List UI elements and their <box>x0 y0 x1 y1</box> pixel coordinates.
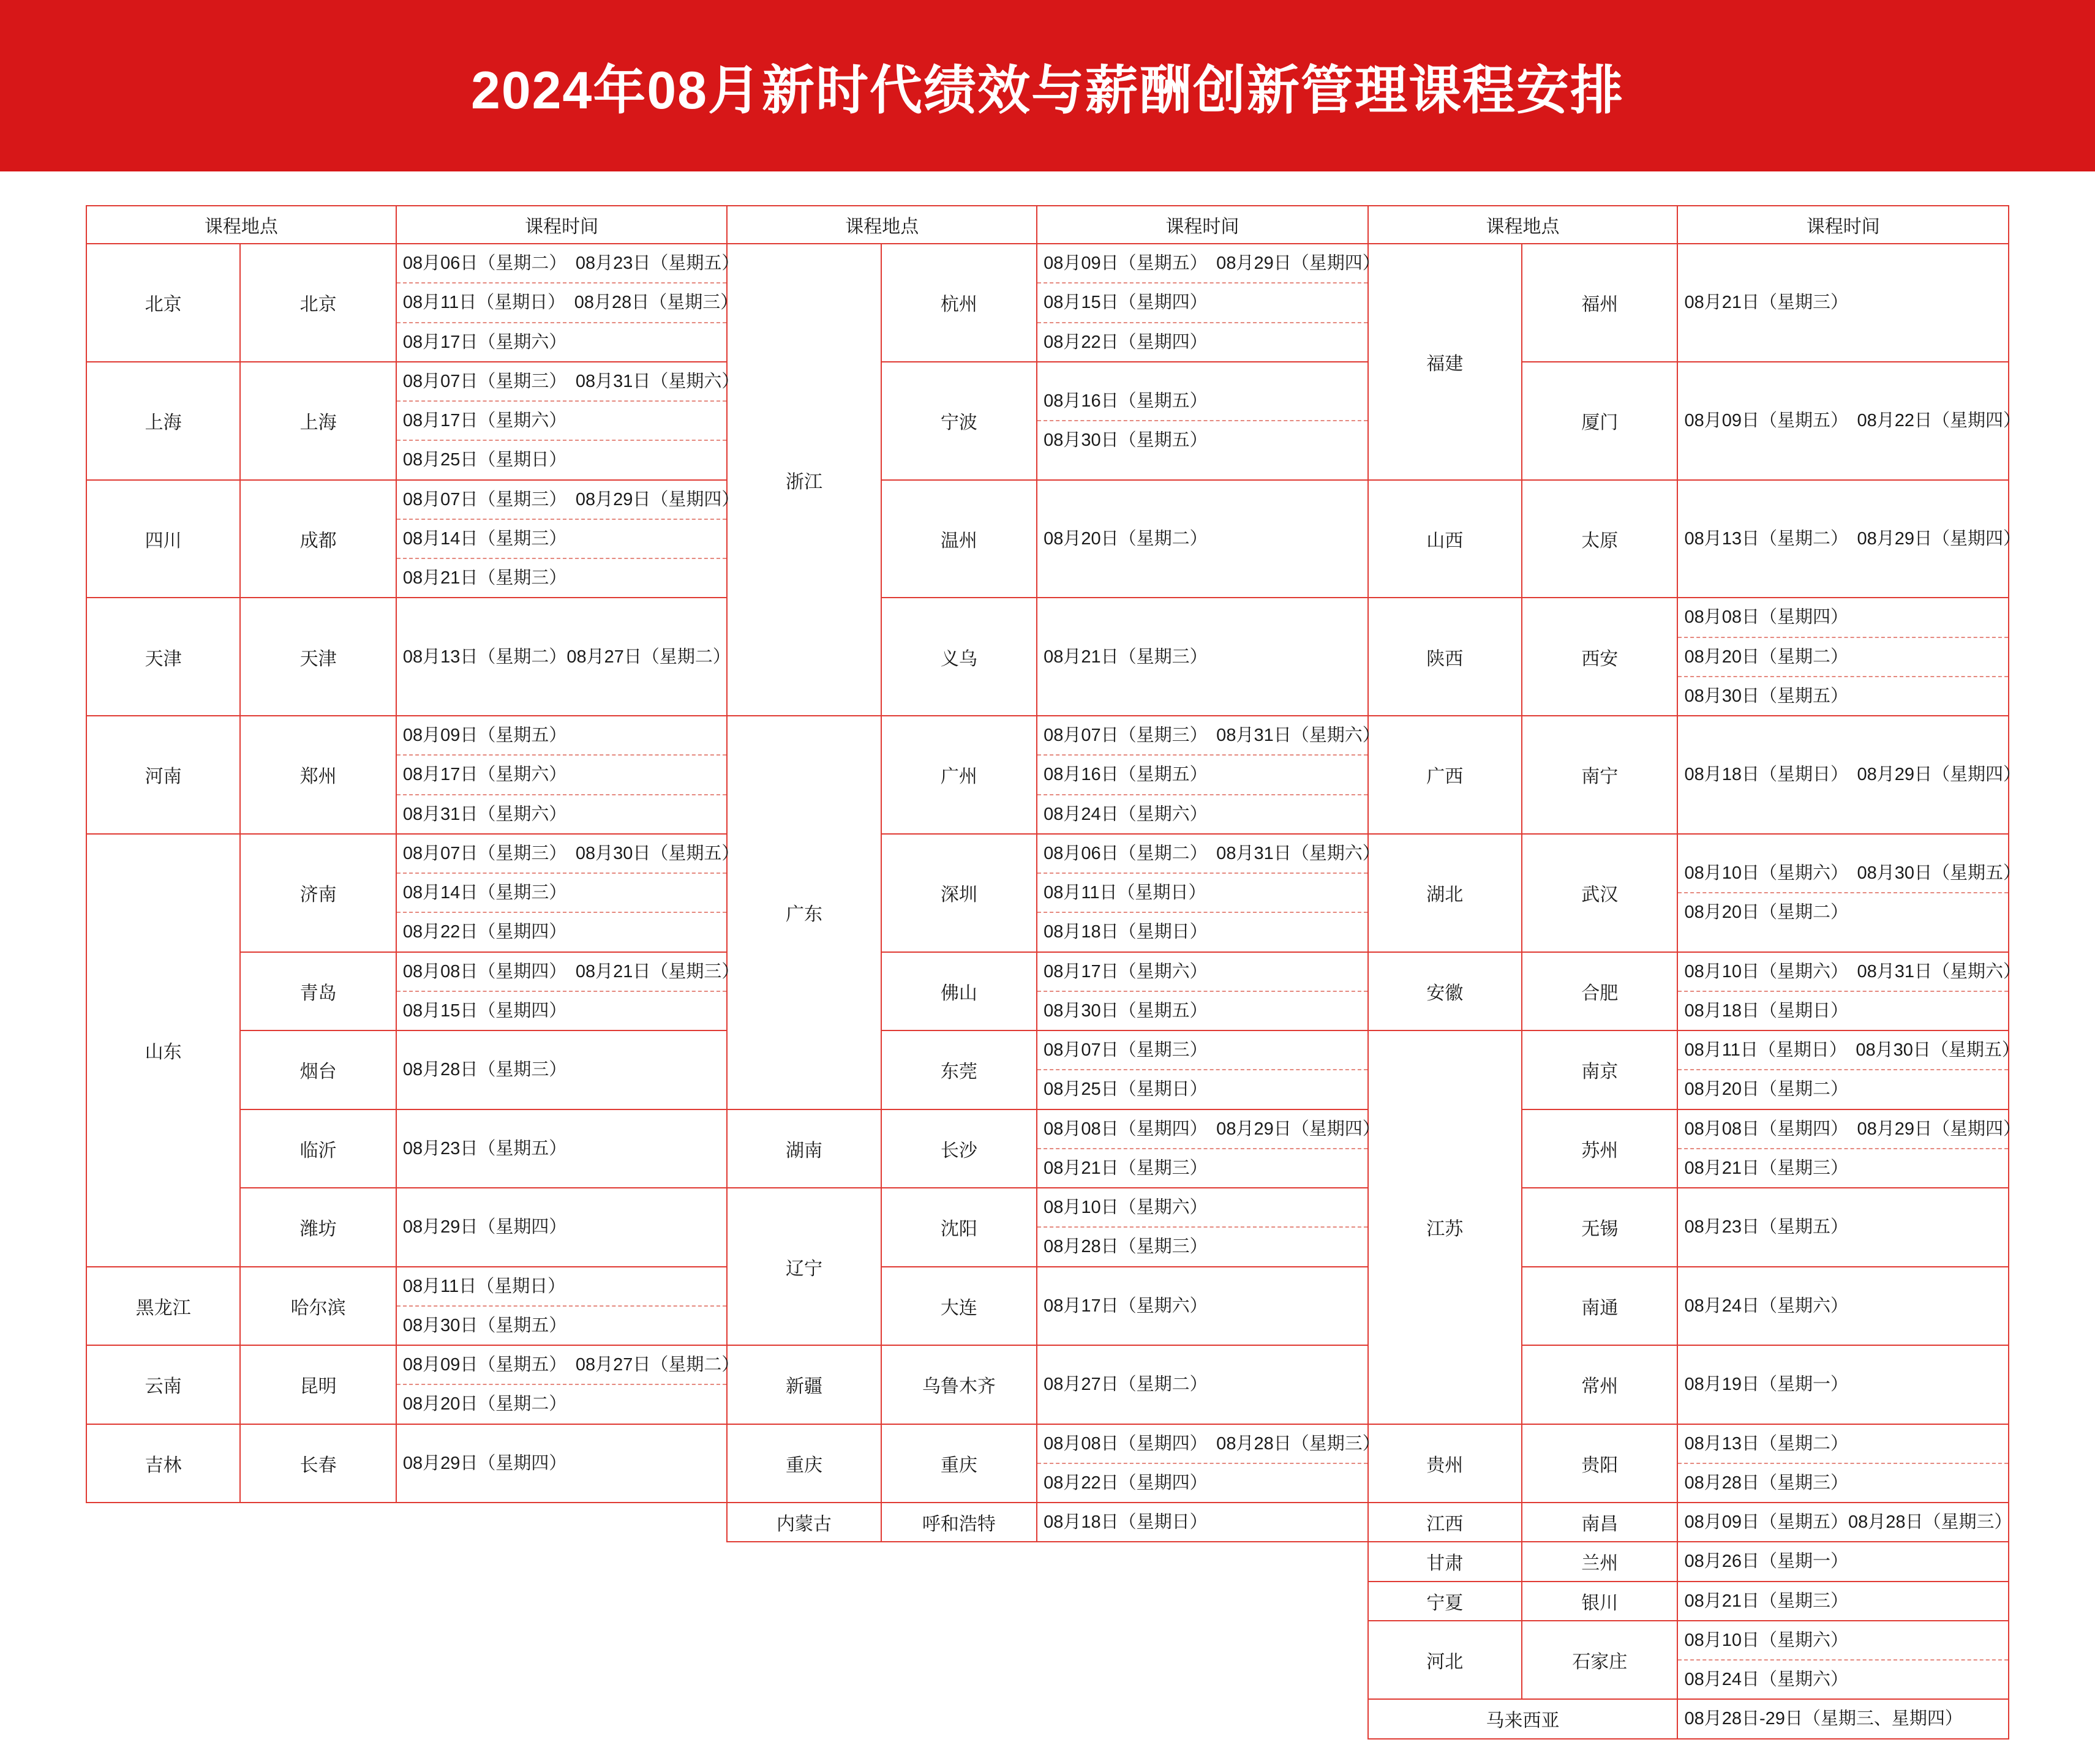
course-time-entry: 08月20日（星期二） <box>1678 638 2008 677</box>
course-time-entry: 08月17日（星期六） <box>402 332 567 352</box>
header-location-1: 课程地点 <box>86 206 396 244</box>
course-time-cell <box>396 834 740 952</box>
course-time-entry: 08月18日（星期日） <box>1044 1512 1208 1532</box>
course-time-cell <box>396 598 731 716</box>
city-cell: 兰州 <box>1522 1542 1678 1581</box>
course-time-cell <box>1037 1188 1367 1267</box>
course-time-entry: 08月30日（星期五） <box>1684 686 1848 706</box>
course-time-entry: 08月09日（星期五）08月28日（星期三） <box>1684 1512 2012 1532</box>
course-time-entry: 08月11日（星期日） <box>397 1267 726 1307</box>
course-time-cell <box>1677 1109 2022 1188</box>
province-cell: 福建 <box>1368 244 1522 480</box>
course-time-cell <box>1037 716 1380 834</box>
province-cell: 北京 <box>86 244 240 362</box>
province-cell: 安徽 <box>1368 952 1522 1031</box>
course-time-cell <box>1677 480 2022 598</box>
province-cell: 江苏 <box>1368 1030 1522 1424</box>
course-time-entry: 08月11日（星期日） 08月30日（星期五） <box>1678 1031 2008 1070</box>
city-cell: 苏州 <box>1522 1109 1678 1188</box>
course-time-cell <box>396 716 727 834</box>
course-time-entry: 08月20日（星期二） <box>1684 1079 1848 1100</box>
city-cell: 深圳 <box>881 834 1037 952</box>
city-cell: 厦门 <box>1522 362 1678 480</box>
course-time-entry: 08月21日（星期三） <box>1684 1591 1848 1611</box>
course-time-cell <box>396 1345 740 1424</box>
city-cell: 哈尔滨 <box>240 1267 396 1346</box>
course-time-entry: 08月30日（星期五） <box>1044 1000 1208 1021</box>
province-cell: 甘肃 <box>1368 1542 1522 1581</box>
course-time-entry: 08月13日（星期二） 08月29日（星期四） <box>1684 528 2022 549</box>
province-cell: 马来西亚 <box>1368 1699 1678 1738</box>
city-cell: 临沂 <box>240 1109 396 1188</box>
empty-cell <box>86 1542 727 1581</box>
course-time-cell <box>396 480 740 598</box>
course-time-cell <box>396 1424 727 1503</box>
city-cell: 沈阳 <box>881 1188 1037 1267</box>
course-time-entry: 08月14日（星期三） <box>397 874 726 913</box>
course-time-entry: 08月08日（星期四） 08月29日（星期四） <box>1037 1110 1367 1149</box>
city-cell: 南昌 <box>1522 1503 1678 1542</box>
course-time-cell <box>396 244 740 362</box>
course-time-entry: 08月08日（星期四） <box>1678 598 2008 637</box>
course-time-cell <box>1677 1267 2009 1346</box>
course-time-entry: 08月10日（星期六） <box>1037 1188 1367 1228</box>
course-time-cell <box>1677 362 2022 480</box>
course-time-entry: 08月29日（星期四） <box>402 1217 567 1237</box>
city-cell: 大连 <box>881 1267 1037 1346</box>
province-cell: 宁夏 <box>1368 1582 1522 1621</box>
city-cell: 呼和浩特 <box>881 1503 1037 1542</box>
table-row <box>86 1030 2009 1109</box>
table-row <box>86 1109 2009 1188</box>
province-cell: 云南 <box>86 1345 240 1424</box>
course-time-entry: 08月11日（星期日） 08月28日（星期三） <box>397 283 726 323</box>
course-time-entry: 08月18日（星期日） <box>1044 922 1208 942</box>
province-cell: 浙江 <box>727 244 881 716</box>
course-time-entry: 08月22日（星期四） <box>1044 1473 1208 1493</box>
table-row <box>86 1267 2009 1346</box>
course-time-entry: 08月25日（星期日） <box>402 450 567 470</box>
course-time-cell <box>1677 1582 2009 1621</box>
empty-cell <box>86 1582 727 1621</box>
header-row <box>86 206 2009 244</box>
course-time-cell <box>396 362 740 480</box>
course-time-cell <box>1037 362 1367 480</box>
city-cell: 南通 <box>1522 1267 1678 1346</box>
city-cell: 青岛 <box>240 952 396 1031</box>
header-time-1: 课程时间 <box>396 206 727 244</box>
header-location-2: 课程地点 <box>727 206 1037 244</box>
table-row <box>86 1503 2009 1542</box>
course-time-entry: 08月21日（星期三） <box>1684 1158 1848 1178</box>
empty-cell <box>727 1621 1367 1700</box>
course-time-entry: 08月23日（星期五） <box>1684 1217 1848 1237</box>
city-cell: 郑州 <box>240 716 396 834</box>
course-time-entry: 08月28日（星期三） <box>1684 1473 1848 1493</box>
course-time-entry: 08月28日（星期三） <box>1044 1237 1208 1257</box>
course-time-cell <box>396 1109 727 1188</box>
course-time-cell <box>396 952 740 1031</box>
header-location-3: 课程地点 <box>1368 206 1678 244</box>
course-time-cell <box>1037 1030 1367 1109</box>
course-time-entry: 08月28日-29日（星期三、星期四） <box>1684 1709 1963 1729</box>
city-cell: 济南 <box>240 834 396 952</box>
course-time-entry: 08月28日（星期三） <box>402 1060 567 1080</box>
table-row <box>86 952 2009 1031</box>
schedule-table-wrap <box>0 171 2095 1764</box>
course-time-entry: 08月06日（星期二） 08月23日（星期五） <box>397 244 726 283</box>
course-time-entry: 08月17日（星期六） <box>1037 953 1367 992</box>
city-cell: 北京 <box>240 244 396 362</box>
city-cell: 杭州 <box>881 244 1037 362</box>
province-cell: 广西 <box>1368 716 1522 834</box>
course-time-entry: 08月09日（星期五） 08月22日（星期四） <box>1684 411 2022 430</box>
course-time-entry: 08月19日（星期一） <box>1684 1375 1848 1395</box>
course-time-entry: 08月06日（星期二） 08月31日（星期六） <box>1037 835 1367 874</box>
course-time-entry: 08月14日（星期三） <box>397 520 726 559</box>
course-time-cell <box>1037 1345 1367 1424</box>
city-cell: 贵阳 <box>1522 1424 1678 1503</box>
city-cell: 长沙 <box>881 1109 1037 1188</box>
header-time-2: 课程时间 <box>1037 206 1367 244</box>
course-time-cell <box>396 1030 727 1109</box>
course-time-entry: 08月16日（星期五） <box>1037 382 1367 421</box>
city-cell: 宁波 <box>881 362 1037 480</box>
city-cell: 常州 <box>1522 1345 1678 1424</box>
city-cell: 广州 <box>881 716 1037 834</box>
province-cell: 贵州 <box>1368 1424 1522 1503</box>
course-time-cell <box>1037 1424 1380 1503</box>
empty-cell <box>86 1699 727 1738</box>
province-cell: 辽宁 <box>727 1188 881 1345</box>
province-cell: 重庆 <box>727 1424 881 1503</box>
province-cell: 山东 <box>86 834 240 1267</box>
province-cell: 黑龙江 <box>86 1267 240 1346</box>
city-cell: 银川 <box>1522 1582 1678 1621</box>
table-row <box>86 362 2009 480</box>
course-time-cell <box>396 1188 727 1267</box>
province-cell: 广东 <box>727 716 881 1109</box>
course-time-entry: 08月07日（星期三） 08月31日（星期六） <box>397 362 726 402</box>
empty-cell <box>727 1582 1367 1621</box>
course-time-entry: 08月20日（星期二） <box>402 1394 567 1414</box>
province-cell: 吉林 <box>86 1424 240 1503</box>
course-time-entry: 08月18日（星期日） 08月29日（星期四） <box>1684 765 2022 785</box>
city-cell: 长春 <box>240 1424 396 1503</box>
city-cell: 石家庄 <box>1522 1621 1678 1700</box>
course-time-entry: 08月11日（星期日） <box>1037 874 1367 913</box>
city-cell: 烟台 <box>240 1030 396 1109</box>
table-row <box>86 1699 2009 1738</box>
city-cell: 温州 <box>881 480 1037 598</box>
table-row <box>86 1582 2009 1621</box>
city-cell: 天津 <box>240 598 396 716</box>
course-time-cell <box>1037 952 1367 1031</box>
course-time-entry: 08月31日（星期六） <box>402 804 567 824</box>
table-row <box>86 1188 2009 1267</box>
course-time-entry: 08月24日（星期六） <box>1044 804 1208 824</box>
course-time-entry: 08月07日（星期三） 08月30日（星期五） <box>397 835 726 874</box>
course-time-entry: 08月24日（星期六） <box>1684 1296 1848 1316</box>
city-cell: 福州 <box>1522 244 1678 362</box>
province-cell: 湖北 <box>1368 834 1522 952</box>
table-header <box>86 206 2009 244</box>
city-cell: 武汉 <box>1522 834 1678 952</box>
city-cell: 昆明 <box>240 1345 396 1424</box>
course-time-entry: 08月07日（星期三） <box>1037 1031 1367 1070</box>
table-row <box>86 480 2009 598</box>
course-time-entry: 08月22日（星期四） <box>1044 332 1208 352</box>
province-cell: 山西 <box>1368 480 1522 598</box>
table-row <box>86 834 2009 952</box>
empty-cell <box>86 1621 727 1700</box>
course-time-entry: 08月21日（星期三） <box>1044 647 1208 667</box>
city-cell: 乌鲁木齐 <box>881 1345 1037 1424</box>
province-cell: 湖南 <box>727 1109 881 1188</box>
course-time-entry: 08月30日（星期五） <box>1044 430 1208 451</box>
course-time-entry: 08月20日（星期二） <box>1044 528 1208 549</box>
city-cell: 佛山 <box>881 952 1037 1031</box>
course-time-entry: 08月08日（星期四） 08月28日（星期三） <box>1037 1425 1367 1464</box>
province-cell: 河北 <box>1368 1621 1522 1700</box>
province-cell: 江西 <box>1368 1503 1522 1542</box>
province-cell: 天津 <box>86 598 240 716</box>
course-time-cell <box>396 1267 727 1346</box>
course-time-entry: 08月17日（星期六） <box>397 756 726 795</box>
course-time-entry: 08月09日（星期五） 08月29日（星期四） <box>1037 244 1367 283</box>
course-time-entry: 08月10日（星期六） <box>1678 1621 2008 1661</box>
course-time-entry: 08月09日（星期五） <box>397 716 726 756</box>
course-time-cell <box>1677 1188 2009 1267</box>
city-cell: 西安 <box>1522 598 1678 716</box>
course-time-entry: 08月21日（星期三） <box>402 568 567 588</box>
course-time-cell <box>1037 1109 1380 1188</box>
empty-cell <box>727 1542 1367 1581</box>
course-time-entry: 08月26日（星期一） <box>1684 1552 1848 1572</box>
course-time-cell <box>1677 716 2022 834</box>
course-time-entry: 08月13日（星期二） <box>1678 1425 2008 1464</box>
course-time-entry: 08月24日（星期六） <box>1684 1670 1848 1689</box>
city-cell: 成都 <box>240 480 396 598</box>
course-time-entry: 08月27日（星期二） <box>1044 1375 1208 1395</box>
city-cell: 东莞 <box>881 1030 1037 1109</box>
page-banner <box>0 0 2095 171</box>
course-time-cell <box>1677 1542 2009 1581</box>
course-time-entry: 08月30日（星期五） <box>402 1315 567 1335</box>
course-time-cell <box>1677 1503 2012 1542</box>
course-time-cell <box>1037 1503 1367 1542</box>
city-cell: 无锡 <box>1522 1188 1678 1267</box>
city-cell: 太原 <box>1522 480 1678 598</box>
course-time-entry: 08月20日（星期二） <box>1684 903 1848 923</box>
course-time-cell <box>1037 480 1367 598</box>
course-time-entry: 08月18日（星期日） <box>1684 1000 1848 1021</box>
course-time-cell <box>1677 834 2022 952</box>
course-time-cell <box>1677 1621 2009 1700</box>
table-row <box>86 1542 2009 1581</box>
course-time-cell <box>1677 1424 2009 1503</box>
province-cell: 四川 <box>86 480 240 598</box>
course-time-cell <box>1037 598 1367 716</box>
empty-cell <box>727 1699 1367 1738</box>
course-time-entry: 08月15日（星期四） <box>1037 283 1367 323</box>
table-row <box>86 1345 2009 1424</box>
table-row <box>86 1424 2009 1503</box>
province-cell: 内蒙古 <box>727 1503 881 1542</box>
page-title: 2024年08月新时代绩效与薪酬创新管理课程安排 <box>471 61 1624 120</box>
table-row <box>86 1621 2009 1700</box>
course-time-cell <box>1037 834 1380 952</box>
city-cell: 南京 <box>1522 1030 1678 1109</box>
province-cell: 陕西 <box>1368 598 1522 716</box>
province-cell: 新疆 <box>727 1345 881 1424</box>
course-time-entry: 08月17日（星期六） <box>1044 1296 1208 1316</box>
province-cell: 上海 <box>86 362 240 480</box>
schedule-table <box>86 205 2022 1740</box>
course-time-entry: 08月21日（星期三） <box>1684 293 1848 313</box>
course-time-entry: 08月09日（星期五） 08月27日（星期二） <box>397 1346 726 1385</box>
course-time-entry: 08月23日（星期五） <box>402 1138 567 1158</box>
header-time-3: 课程时间 <box>1677 206 2009 244</box>
course-time-entry: 08月15日（星期四） <box>402 1000 567 1021</box>
table-row <box>86 244 2009 362</box>
city-cell: 合肥 <box>1522 952 1678 1031</box>
table-row <box>86 716 2009 834</box>
course-time-cell <box>1677 952 2022 1031</box>
table-body <box>86 244 2022 1739</box>
city-cell: 南宁 <box>1522 716 1678 834</box>
course-time-cell <box>1677 598 2009 716</box>
course-time-cell <box>1677 1030 2020 1109</box>
course-time-cell <box>1677 1345 2009 1424</box>
course-time-entry: 08月07日（星期三） 08月31日（星期六） <box>1037 716 1367 756</box>
course-time-entry: 08月08日（星期四） 08月21日（星期三） <box>397 953 726 992</box>
city-cell: 义乌 <box>881 598 1037 716</box>
course-time-entry: 08月16日（星期五） <box>1037 756 1367 795</box>
province-cell: 河南 <box>86 716 240 834</box>
course-time-entry: 08月08日（星期四） 08月29日（星期四） <box>1678 1110 2008 1149</box>
course-time-entry: 08月29日（星期四） <box>402 1453 567 1473</box>
city-cell: 上海 <box>240 362 396 480</box>
course-time-cell <box>1037 1267 1367 1346</box>
table-row <box>86 598 2009 716</box>
course-time-entry: 08月25日（星期日） <box>1044 1079 1208 1100</box>
course-time-cell <box>1677 1699 2009 1738</box>
empty-cell <box>86 1503 727 1542</box>
course-time-cell <box>1037 244 1380 362</box>
course-time-cell <box>1677 244 2009 362</box>
course-time-entry: 08月07日（星期三） 08月29日（星期四） <box>397 481 726 520</box>
course-time-entry: 08月17日（星期六） <box>397 402 726 441</box>
course-time-entry: 08月22日（星期四） <box>402 922 567 942</box>
course-time-entry: 08月13日（星期二）08月27日（星期二） <box>402 647 731 667</box>
course-time-entry: 08月10日（星期六） 08月31日（星期六） <box>1678 953 2008 992</box>
city-cell: 潍坊 <box>240 1188 396 1267</box>
course-time-entry: 08月10日（星期六） 08月30日（星期五） <box>1678 854 2008 893</box>
city-cell: 重庆 <box>881 1424 1037 1503</box>
course-time-entry: 08月21日（星期三） <box>1044 1158 1208 1178</box>
